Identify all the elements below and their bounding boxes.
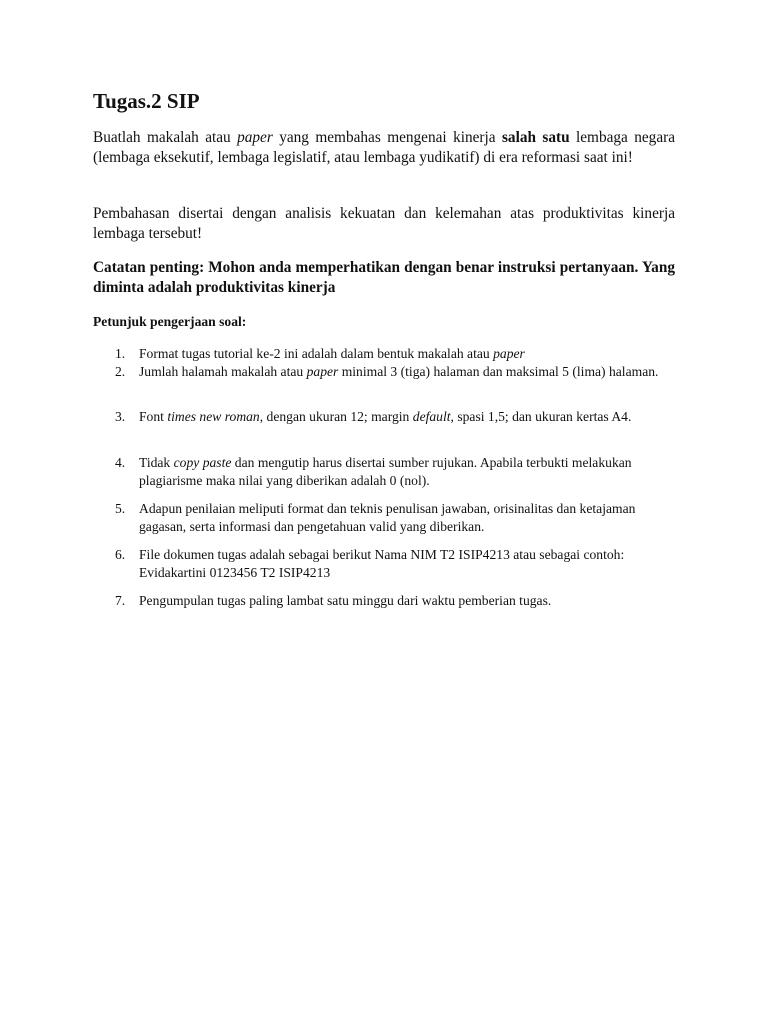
list-item-text-part: Format tugas tutorial ke-2 ini adalah dalam bentuk makalah atau: [139, 346, 494, 361]
list-item-text-part: Jumlah halamah makalah atau: [139, 364, 307, 379]
list-item-text-part: Tidak: [139, 455, 174, 470]
instructions-heading: Petunjuk pengerjaan soal:: [93, 314, 247, 329]
list-item-text: [139, 363, 659, 381]
list-item-text: Pengumpulan tugas paling lambat satu minggu dari waktu pemberian tugas.: [139, 593, 552, 608]
list-item-number: 5.: [115, 501, 126, 516]
list-item-text-part: minimal 3 (tiga) halaman dan maksimal 5 (lima) halaman.: [338, 364, 659, 379]
assignment-text-3: lembaga negara (lembaga eksekutif, lembaga legislatif, atau lembaga yudikatif) di era reformasi saat ini!: [93, 129, 675, 166]
list-item-number: 1.: [115, 346, 126, 361]
list-item-text-part: , spasi 1,5; dan ukuran kertas A4.: [450, 409, 632, 424]
list-item-italic-part: paper: [306, 364, 339, 379]
important-note: Catatan penting: Mohon anda memperhatikan dengan benar instruksi pertanyaan. Yang diminta adalah produktivitas kinerja: [93, 259, 675, 296]
list-item-italic-part: copy paste: [173, 455, 232, 470]
list-item-number: 7.: [115, 593, 126, 608]
list-item-italic-part: default: [412, 409, 451, 424]
list-item-italic-part: paper: [493, 346, 525, 361]
assignment-bold-salah-satu: salah satu: [501, 129, 570, 146]
list-item-number: 3.: [115, 409, 126, 424]
assignment-paragraph: [93, 128, 675, 167]
list-item-italic-part: times new roman: [167, 409, 260, 424]
assignment-text-2: yang membahas mengenai kinerja: [272, 129, 502, 146]
document-title: Tugas.2 SIP: [93, 89, 200, 113]
list-item-text: [139, 454, 659, 489]
list-item-text-part: dan mengutip harus disertai sumber rujukan. Apabila terbukti melakukan plagiarisme maka nilai yang diberikan adalah 0 (nol).: [139, 455, 632, 488]
analysis-paragraph: Pembahasan disertai dengan analisis kekuatan dan kelemahan atas produktivitas kinerja lembaga tersebut!: [93, 205, 675, 242]
list-item-number: 4.: [115, 455, 126, 470]
assignment-italic-paper: paper: [237, 129, 273, 146]
assignment-text-1: Buatlah makalah atau: [93, 129, 238, 146]
list-item-text: [139, 345, 659, 363]
list-item-text-part: , dengan ukuran 12; margin: [259, 409, 413, 424]
list-item-text: [139, 408, 659, 426]
list-item-number: 6.: [115, 547, 126, 562]
list-item-text: Adapun penilaian meliputi format dan teknis penulisan jawaban, orisinalitas dan ketajaman gagasan, serta informasi dan pengetahuan valid yang diberikan.: [139, 501, 636, 534]
list-item-text: File dokumen tugas adalah sebagai berikut Nama NIM T2 ISIP4213 atau sebagai contoh: Evidakartini 0123456 T2 ISIP4213: [139, 547, 625, 580]
list-item-number: 2.: [115, 364, 126, 379]
list-item-text-part: Font: [139, 409, 168, 424]
